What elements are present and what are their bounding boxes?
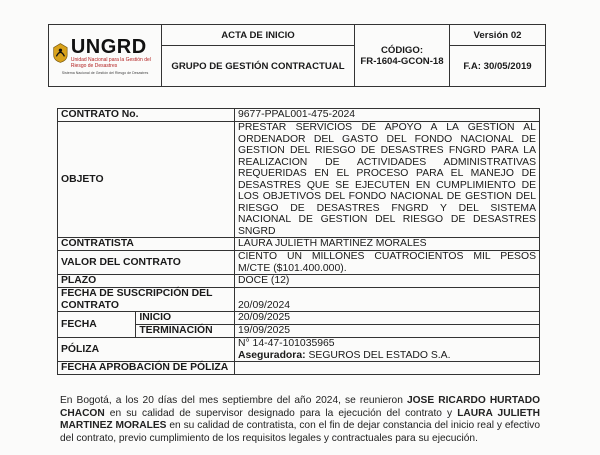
contract-table bbox=[57, 108, 540, 375]
paragraph-part-2: en su calidad de supervisor designado para la ejecución del contrato y bbox=[104, 407, 458, 419]
document-header bbox=[48, 24, 546, 87]
terminacion-label: TERMINACIÓN bbox=[136, 325, 235, 338]
ungrd-emblem-icon bbox=[53, 38, 68, 68]
poliza-number: N° 14-47-101035965 bbox=[238, 338, 335, 349]
group-name: GRUPO DE GESTIÓN CONTRACTUAL bbox=[162, 46, 355, 87]
valor-value: CIENTO UN MILLONES CUATROCIENTOS MIL PESOS M/CTE ($101.400.000). bbox=[235, 251, 540, 275]
objeto-value: PRESTAR SERVICIOS DE APOYO A LA GESTION AL ORDENADOR DEL GASTO DEL FONDO NACIONAL DE GESTION DEL RIESGO DE DESASTRES FNGRD PARA LA REALIZACION DE ACTIVIDADES ADMINISTRATIVAS REQUERIDAS EN EL PROCESO PARA EL MANEJO DE DESASTRES QUE SE EJECUTEN EN CUMPLIMIENTO DE LOS OBJETIVOS DEL FONDO NACIONAL DE GESTION DEL RIESGO DE DESASTRES FNGRD Y DEL SISTEMA NACIONAL DE GESTION DEL RIESGO DE DESASTRES SNGRD bbox=[235, 122, 540, 238]
contratista-label: CONTRATISTA bbox=[58, 238, 235, 251]
contratista-value: LAURA JULIETH MARTINEZ MORALES bbox=[235, 238, 540, 251]
contractor-name: LAURA JULIETH MARTINEZ MORALES bbox=[60, 407, 540, 432]
contract-number-label: CONTRATO No. bbox=[58, 109, 235, 122]
aseguradora-value: SEGUROS DEL ESTADO S.A. bbox=[308, 349, 451, 361]
logo-system-text: Sistema Nacional de Gestión del Riesgo de Desastres bbox=[61, 70, 149, 75]
fecha-label: FECHA bbox=[58, 312, 136, 338]
supervisor-name: JOSE RICARDO HURTADO CHACON bbox=[60, 395, 541, 419]
suscripcion-value: 20/09/2024 bbox=[235, 288, 540, 312]
code-label: CÓDIGO: bbox=[380, 44, 424, 56]
aseguradora-line bbox=[238, 350, 536, 362]
valor-label: VALOR DEL CONTRATO bbox=[58, 251, 235, 275]
logo-subtitle: Unidad Nacional para la Gestión del Riesgo de Desastres bbox=[70, 56, 151, 69]
logo-cell bbox=[49, 25, 162, 87]
format-date: F.A: 30/05/2019 bbox=[450, 46, 546, 87]
inicio-value: 20/09/2025 bbox=[235, 312, 540, 325]
inicio-label: INICIO bbox=[136, 312, 235, 325]
poliza-label: PÓLIZA bbox=[58, 338, 235, 362]
paragraph-part-3: en su calidad de contratista, con el fin de dejar constancia del inicio real y efectivo del contrato, previo cumplimiento de los requisitos legales y contractuales para su ejecución. bbox=[60, 420, 541, 444]
intro-paragraph bbox=[60, 395, 540, 445]
contract-number-value: 9677-PPAL001-475-2024 bbox=[235, 109, 540, 122]
aprobacion-value bbox=[235, 362, 540, 375]
doc-title: ACTA DE INICIO bbox=[162, 25, 355, 46]
aseguradora-label: Aseguradora: bbox=[238, 349, 306, 361]
terminacion-value: 19/09/2025 bbox=[235, 325, 540, 338]
objeto-label: OBJETO bbox=[58, 122, 235, 238]
plazo-value: DOCE (12) bbox=[235, 275, 540, 288]
logo-wordmark: UNGRD bbox=[70, 35, 147, 58]
aprobacion-label: FECHA APROBACIÓN DE PÓLIZA bbox=[58, 362, 235, 375]
poliza-value bbox=[235, 338, 540, 362]
suscripcion-label: FECHA DE SUSCRIPCIÓN DEL CONTRATO bbox=[58, 288, 235, 312]
code-value: FR-1604-GCON-18 bbox=[360, 55, 444, 67]
plazo-label: PLAZO bbox=[58, 275, 235, 288]
paragraph-part-1: En Bogotá, a los 20 días del mes septiembre del año 2024, se reunieron bbox=[60, 395, 407, 406]
version-label: Versión 02 bbox=[450, 25, 546, 46]
code-cell bbox=[355, 25, 450, 87]
